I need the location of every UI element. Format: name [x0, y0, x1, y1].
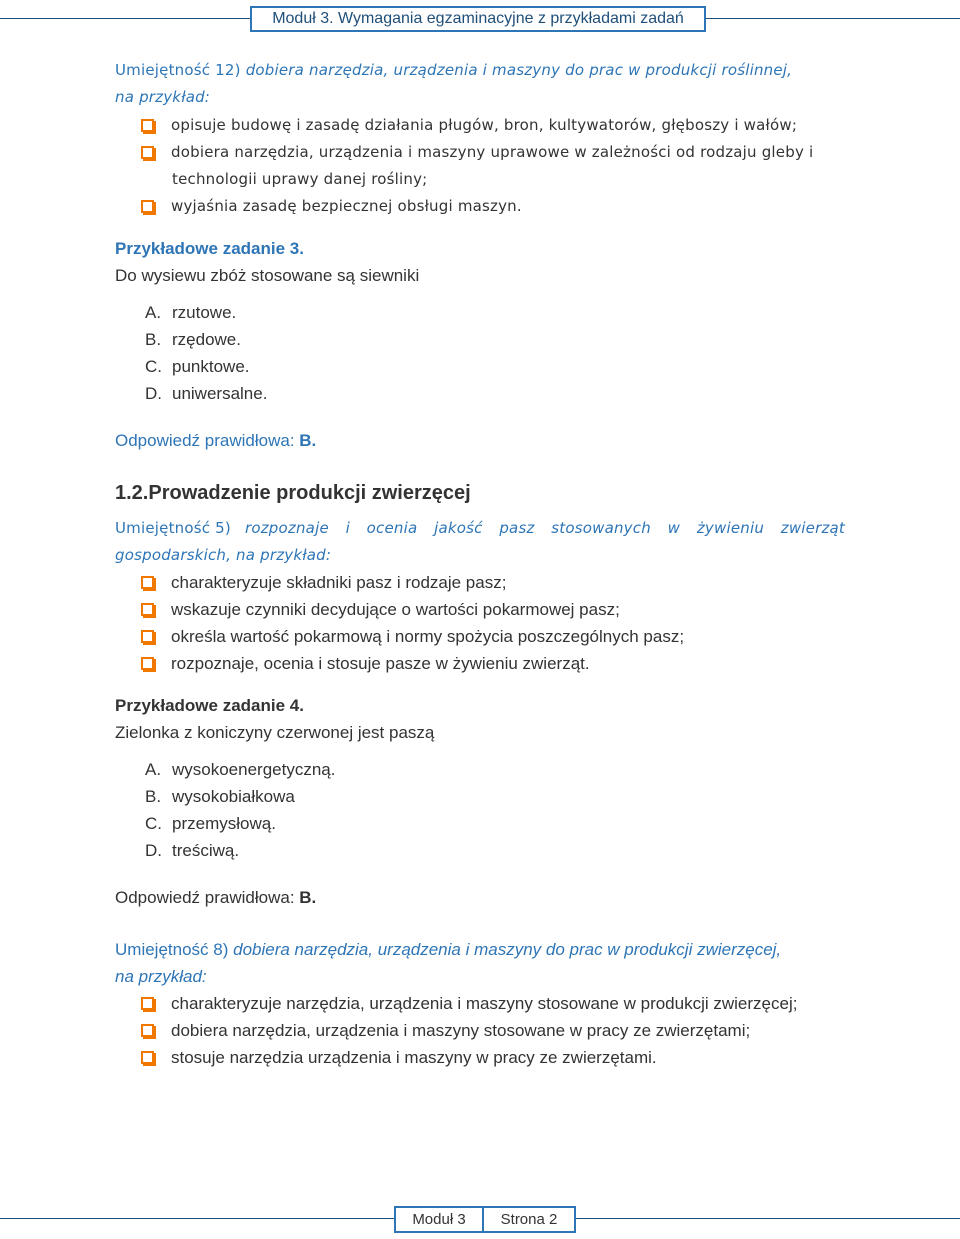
- list-item: [141, 193, 522, 220]
- option-text: rzędowe.: [172, 330, 241, 349]
- bullet-text: dobiera narzędzia, urządzenia i maszyny stosowane w pracy ze zwierzętami;: [171, 1021, 751, 1040]
- list-item: [141, 650, 590, 677]
- answer-value: B.: [299, 431, 317, 450]
- bullet-text: charakteryzuje narzędzia, urządzenia i maszyny stosowane w produkcji zwierzęcej;: [171, 994, 798, 1013]
- skill-5-line: [115, 515, 845, 542]
- list-item: [141, 623, 684, 650]
- list-item: [141, 569, 506, 596]
- list-item: [141, 1044, 657, 1071]
- checkbox-bullet-icon: [141, 1051, 154, 1064]
- task-3-title: Przykładowe zadanie 3.: [115, 239, 304, 258]
- footer-page-number: Strona 2: [500, 1211, 558, 1228]
- list-item: [141, 990, 797, 1017]
- answer-option: [145, 299, 236, 326]
- bullet-text: wskazuje czynniki decydujące o wartości pokarmowej pasz;: [171, 600, 620, 619]
- answer-value: B.: [299, 888, 317, 907]
- list-item: [141, 1017, 750, 1044]
- option-text: treściwą.: [172, 841, 240, 860]
- skill-8-prefix: Umiejętność 8): [115, 940, 229, 959]
- option-letter: C.: [145, 814, 162, 833]
- checkbox-bullet-icon: [141, 576, 154, 589]
- option-text: wysokoenergetyczną.: [172, 760, 336, 779]
- list-item: [141, 139, 813, 166]
- bullet-continuation: technologii uprawy danej rośliny;: [172, 170, 428, 188]
- footer-module: Moduł 3: [412, 1211, 466, 1228]
- bullet-text: rozpoznaje, ocenia i stosuje pasze w żywieniu zwierząt.: [171, 654, 590, 673]
- header-title-box: [250, 6, 706, 32]
- list-item: [141, 596, 620, 623]
- option-text: przemysłową.: [172, 814, 276, 833]
- option-text: wysokobiałkowa: [172, 787, 295, 806]
- checkbox-bullet-icon: [141, 119, 154, 132]
- task-3-question: Do wysiewu zbóż stosowane są siewniki: [115, 266, 420, 285]
- option-letter: A.: [145, 760, 162, 779]
- bullet-text: charakteryzuje składniki pasz i rodzaje pasz;: [171, 573, 507, 592]
- option-text: rzutowe.: [172, 303, 237, 322]
- skill-12-text: dobiera narzędzia, urządzenia i maszyny do prac w produkcji roślinnej,: [245, 61, 793, 79]
- task-4-title: Przykładowe zadanie 4.: [115, 696, 304, 715]
- option-letter: D.: [145, 841, 162, 860]
- answer-option: [145, 810, 276, 837]
- checkbox-bullet-icon: [141, 1024, 154, 1037]
- skill-5-text: rozpoznaje i ocenia jakość pasz stosowanych w żywieniu zwierząt: [244, 519, 845, 537]
- option-letter: C.: [145, 357, 162, 376]
- skill-12-prefix: Umiejętność 12): [115, 61, 241, 79]
- bullet-text: opisuje budowę i zasadę działania pługów, bron, kultywatorów, głęboszy i wałów;: [171, 116, 798, 134]
- skill-5-line2: gospodarskich, na przykład:: [115, 546, 332, 564]
- answer-option: [145, 380, 267, 407]
- correct-answer-4: [115, 884, 316, 911]
- bullet-text: stosuje narzędzia urządzenia i maszyny w pracy ze zwierzętami.: [171, 1048, 657, 1067]
- option-text: uniwersalne.: [172, 384, 268, 403]
- bullet-text: dobiera narzędzia, urządzenia i maszyny uprawowe w zależności od rodzaju gleby i: [171, 143, 814, 161]
- footer-page-box: [482, 1206, 576, 1233]
- skill-5-prefix: Umiejętność 5): [115, 519, 231, 537]
- answer-option: [145, 756, 335, 783]
- checkbox-bullet-icon: [141, 657, 154, 670]
- bullet-text: określa wartość pokarmową i normy spożycia poszczególnych pasz;: [171, 627, 685, 646]
- skill-8-text: dobiera narzędzia, urządzenia i maszyny do prac w produkcji zwierzęcej,: [233, 940, 782, 959]
- answer-option: [145, 783, 295, 810]
- answer-option: [145, 353, 250, 380]
- skill-8-line: [115, 936, 781, 963]
- option-text: punktowe.: [172, 357, 250, 376]
- checkbox-bullet-icon: [141, 997, 154, 1010]
- skill-12-line: [115, 57, 792, 84]
- section-heading: 1.2.Prowadzenie produkcji zwierzęcej: [115, 482, 471, 504]
- option-letter: B.: [145, 330, 162, 349]
- answer-label: Odpowiedź prawidłowa:: [115, 888, 300, 907]
- skill-12-line2: na przykład:: [115, 88, 211, 106]
- option-letter: B.: [145, 787, 162, 806]
- list-item: [141, 112, 797, 139]
- bullet-text: wyjaśnia zasadę bezpiecznej obsługi maszyn.: [171, 197, 522, 215]
- footer-module-box: [394, 1206, 484, 1233]
- header-title: Moduł 3. Wymagania egzaminacyjne z przykładami zadań: [272, 10, 684, 27]
- checkbox-bullet-icon: [141, 146, 154, 159]
- checkbox-bullet-icon: [141, 630, 154, 643]
- task-4-question: Zielonka z koniczyny czerwonej jest paszą: [115, 723, 435, 742]
- option-letter: D.: [145, 384, 162, 403]
- answer-option: [145, 326, 241, 353]
- option-letter: A.: [145, 303, 162, 322]
- answer-option: [145, 837, 239, 864]
- answer-label: Odpowiedź prawidłowa:: [115, 431, 300, 450]
- checkbox-bullet-icon: [141, 603, 154, 616]
- checkbox-bullet-icon: [141, 200, 154, 213]
- skill-8-line2: na przykład:: [115, 967, 207, 986]
- correct-answer-3: [115, 427, 316, 454]
